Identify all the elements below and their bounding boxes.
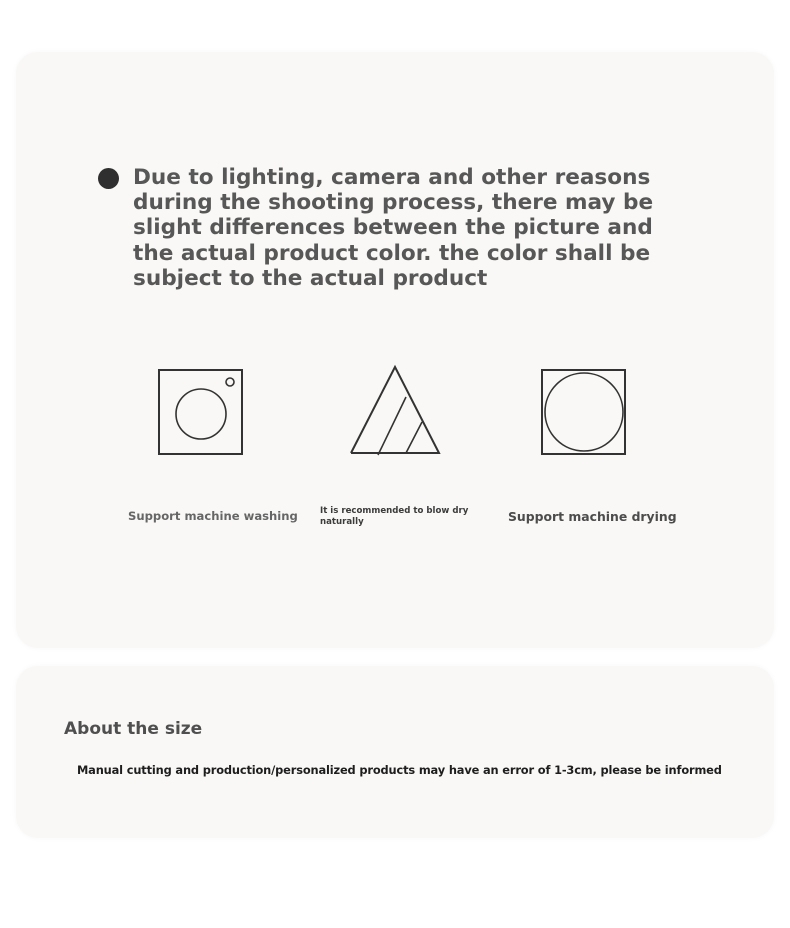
size-error-note: Manual cutting and production/personalized products may have an error of 1-3cm, please be informed	[77, 763, 722, 777]
washing-machine-icon	[156, 366, 246, 458]
machine-drying-label: Support machine drying	[508, 509, 677, 524]
tumble-dry-icon	[539, 366, 629, 458]
blow-dry-label: It is recommended to blow dry naturally	[320, 506, 469, 527]
bullet-dot-icon	[98, 168, 119, 189]
machine-washing-label: Support machine washing	[128, 509, 298, 523]
care-instructions-card	[16, 52, 774, 648]
size-section-title: About the size	[64, 719, 203, 739]
color-disclaimer-text: Due to lighting, camera and other reasons during the shooting process, there may be slight differences between the picture and the actual product color. the color shall be subject to the actual product	[133, 165, 654, 291]
dry-naturally-triangle-icon	[346, 362, 444, 458]
size-info-card	[16, 666, 774, 838]
